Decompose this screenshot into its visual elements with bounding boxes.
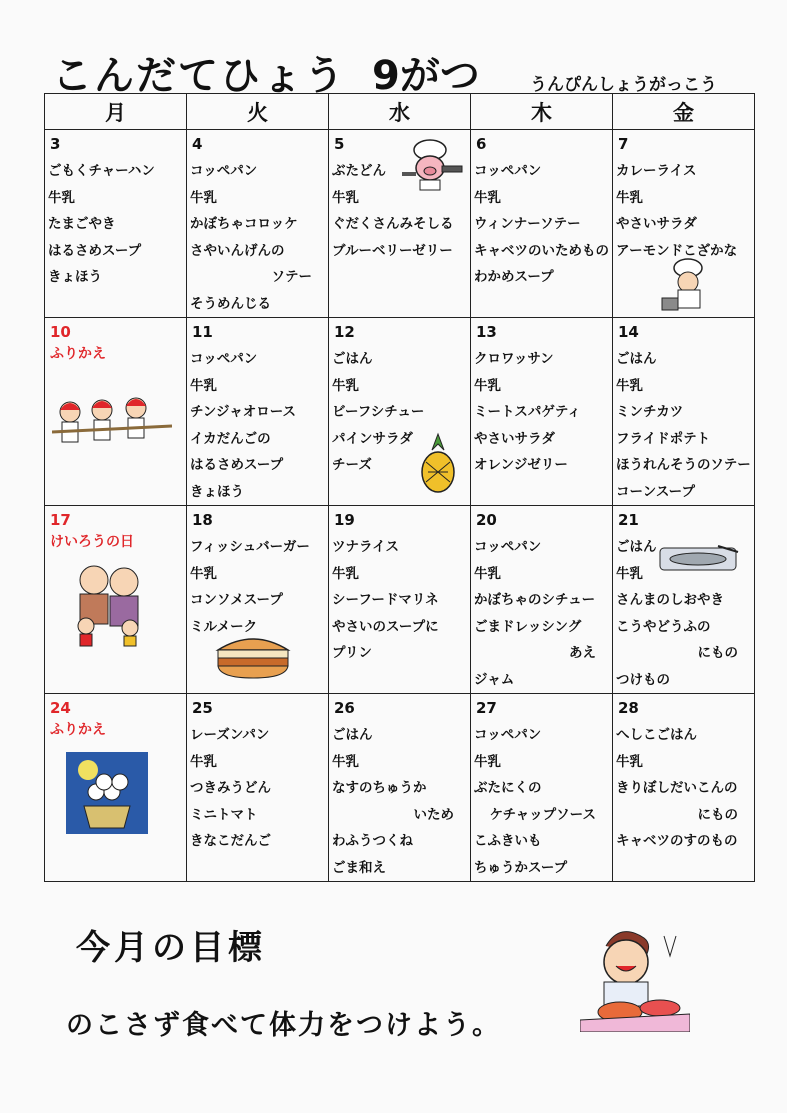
menu-item: 牛乳 bbox=[190, 377, 217, 394]
day-cell bbox=[45, 130, 187, 318]
menu-item: ちゅうかスープ bbox=[474, 859, 568, 876]
menu-item: イカだんごの bbox=[190, 430, 271, 447]
menu-item: チーズ bbox=[332, 457, 372, 473]
menu-item: かぼちゃコロッケ bbox=[190, 216, 298, 232]
menu-item: ジャム bbox=[474, 671, 515, 688]
day-number: 12 bbox=[334, 323, 355, 341]
menu-item: フライドポテト bbox=[616, 430, 711, 447]
weekday-header-row bbox=[45, 94, 755, 130]
menu-item: ミルメーク bbox=[190, 618, 258, 635]
menu-list bbox=[474, 158, 612, 291]
goal-text: のこさず食べて体力をつけよう。 bbox=[66, 1010, 501, 1041]
day-number: 24 bbox=[50, 699, 71, 717]
menu-item: 牛乳 bbox=[616, 753, 643, 770]
menu-item: 牛乳 bbox=[616, 377, 643, 394]
tug-of-war-illustration bbox=[52, 392, 172, 454]
day-cell bbox=[613, 694, 755, 882]
menu-item: ごはん bbox=[616, 351, 657, 367]
menu-item: そうめんじる bbox=[190, 295, 271, 312]
menu-item: 牛乳 bbox=[332, 565, 359, 582]
menu-list bbox=[616, 346, 754, 505]
weekday-thu: 木 bbox=[471, 94, 613, 130]
menu-item: 牛乳 bbox=[616, 189, 643, 206]
menu-item: にもの bbox=[697, 645, 738, 661]
menu-item: 牛乳 bbox=[332, 377, 359, 394]
menu-item: ソテー bbox=[271, 269, 312, 285]
day-number: 3 bbox=[50, 135, 61, 153]
menu-item: シーフードマリネ bbox=[332, 592, 439, 608]
day-note: けいろうの日 bbox=[50, 534, 134, 550]
menu-list bbox=[190, 158, 328, 317]
menu-item: コーンスープ bbox=[616, 483, 695, 500]
day-note: ふりかえ bbox=[50, 722, 106, 738]
menu-item: なすのちゅうか bbox=[332, 780, 427, 796]
day-number: 17 bbox=[50, 511, 71, 529]
day-number: 20 bbox=[476, 511, 497, 529]
menu-item: 牛乳 bbox=[474, 753, 501, 770]
day-number: 4 bbox=[192, 135, 203, 153]
menu-item: たまごやき bbox=[48, 216, 116, 232]
day-number: 28 bbox=[618, 699, 639, 717]
day-cell bbox=[471, 506, 613, 694]
day-cell bbox=[187, 130, 329, 318]
menu-item: コンソメスープ bbox=[190, 592, 283, 608]
menu-item: 牛乳 bbox=[190, 565, 217, 582]
menu-item: きょほう bbox=[48, 269, 102, 285]
menu-item: こうやどうふの bbox=[616, 618, 711, 635]
menu-calendar bbox=[44, 93, 755, 882]
menu-item: 牛乳 bbox=[474, 189, 501, 206]
menu-item: コッペパン bbox=[190, 351, 258, 367]
menu-item: わかめスープ bbox=[474, 269, 554, 285]
day-number: 13 bbox=[476, 323, 497, 341]
pig-chef-illustration bbox=[398, 136, 466, 192]
menu-item: カレーライス bbox=[616, 163, 697, 179]
menu-item: フィッシュバーガー bbox=[190, 539, 310, 555]
day-number: 6 bbox=[476, 135, 487, 153]
menu-item: あえ bbox=[569, 645, 596, 661]
menu-list bbox=[616, 158, 754, 264]
menu-item: ミートスパゲティ bbox=[474, 404, 581, 420]
week-row bbox=[45, 506, 755, 694]
menu-item: ごはん bbox=[332, 351, 373, 367]
menu-item: やさいサラダ bbox=[616, 216, 697, 232]
menu-list bbox=[190, 346, 328, 505]
menu-item: さやいんげんの bbox=[190, 242, 285, 259]
child-eating-illustration bbox=[580, 916, 690, 1032]
menu-item: いため bbox=[413, 806, 454, 823]
menu-item: こふきいも bbox=[474, 833, 542, 849]
day-number: 18 bbox=[192, 511, 213, 529]
menu-item: コッペパン bbox=[474, 163, 542, 179]
page-title: こんだてひょう bbox=[52, 53, 346, 99]
menu-item: ごはん bbox=[616, 539, 657, 555]
menu-item: わふうつくね bbox=[332, 833, 413, 849]
menu-item: ウィンナーソテー bbox=[474, 216, 581, 232]
menu-item: 牛乳 bbox=[48, 189, 75, 206]
week-row bbox=[45, 694, 755, 882]
menu-list bbox=[474, 722, 612, 881]
day-number: 26 bbox=[334, 699, 355, 717]
day-number: 27 bbox=[476, 699, 497, 717]
menu-item: やさいのスープに bbox=[332, 618, 439, 635]
menu-item: ミニトマト bbox=[190, 806, 258, 823]
menu-list bbox=[474, 534, 612, 693]
menu-item: レーズンパン bbox=[190, 727, 270, 743]
menu-item: キャベツのいためもの bbox=[474, 242, 609, 259]
day-cell bbox=[471, 130, 613, 318]
menu-list bbox=[190, 534, 328, 640]
menu-item: クロワッサン bbox=[474, 351, 554, 367]
day-number: 19 bbox=[334, 511, 355, 529]
menu-item: きりぼしだいこんの bbox=[616, 780, 738, 796]
weekday-fri: 金 bbox=[613, 94, 755, 130]
menu-item: コッペパン bbox=[474, 539, 542, 555]
menu-item: 牛乳 bbox=[332, 753, 359, 770]
menu-list bbox=[332, 534, 470, 667]
menu-item: きょほう bbox=[190, 483, 244, 500]
menu-item: プリン bbox=[332, 645, 372, 661]
menu-item: きなこだんご bbox=[190, 833, 271, 849]
menu-item: へしこごはん bbox=[616, 727, 697, 743]
menu-list bbox=[190, 722, 328, 855]
day-cell bbox=[329, 694, 471, 882]
menu-item: ブルーベリーゼリー bbox=[332, 242, 453, 259]
weekday-wed: 水 bbox=[329, 94, 471, 130]
menu-item: パインサラダ bbox=[332, 430, 413, 447]
day-cell bbox=[187, 318, 329, 506]
menu-list bbox=[332, 722, 470, 881]
moon-dango-illustration bbox=[66, 752, 148, 834]
menu-item: 牛乳 bbox=[474, 377, 501, 394]
menu-item: アーモンドこざかな bbox=[616, 242, 738, 259]
day-cell bbox=[187, 694, 329, 882]
menu-item: はるさめスープ bbox=[48, 242, 142, 259]
menu-item: ごもくチャーハン bbox=[48, 163, 155, 179]
day-cell bbox=[613, 506, 755, 694]
menu-item: にもの bbox=[697, 806, 738, 823]
menu-item: コッペパン bbox=[190, 163, 258, 179]
day-number: 7 bbox=[618, 135, 629, 153]
menu-item: はるさめスープ bbox=[190, 457, 284, 473]
menu-item: ごま和え bbox=[332, 859, 386, 876]
menu-item: やさいサラダ bbox=[474, 430, 555, 447]
burger-illustration bbox=[214, 628, 292, 680]
menu-item: ケチャップソース bbox=[489, 806, 596, 823]
weekday-mon: 月 bbox=[45, 94, 187, 130]
menu-item: つけもの bbox=[616, 671, 670, 688]
menu-item: コッペパン bbox=[474, 727, 542, 743]
menu-item: ぶたどん bbox=[332, 163, 386, 179]
day-number: 25 bbox=[192, 699, 213, 717]
day-number: 10 bbox=[50, 323, 71, 341]
menu-item: チンジャオロース bbox=[190, 404, 297, 420]
day-number: 14 bbox=[618, 323, 639, 341]
day-number: 11 bbox=[192, 323, 213, 341]
menu-item: かぼちゃのシチュー bbox=[474, 592, 596, 608]
fish-dish-illustration bbox=[658, 544, 740, 574]
weekday-tue: 火 bbox=[187, 94, 329, 130]
menu-item: ビーフシチュー bbox=[332, 404, 425, 420]
menu-item: ぶたにくの bbox=[474, 780, 542, 796]
grandparents-illustration bbox=[68, 558, 148, 648]
day-cell bbox=[471, 318, 613, 506]
school-name: うんぴんしょうがっこう bbox=[530, 75, 717, 95]
menu-list bbox=[474, 346, 612, 479]
day-note: ふりかえ bbox=[50, 346, 106, 362]
menu-list bbox=[48, 158, 186, 291]
menu-item: 牛乳 bbox=[332, 189, 359, 206]
menu-item: ツナライス bbox=[332, 539, 399, 555]
day-number: 5 bbox=[334, 135, 345, 153]
menu-item: ごはん bbox=[332, 727, 373, 743]
pineapple-illustration bbox=[418, 432, 458, 494]
cook-illustration bbox=[658, 256, 718, 314]
menu-item: オレンジゼリー bbox=[474, 457, 568, 473]
menu-item: 牛乳 bbox=[190, 753, 217, 770]
menu-item: つきみうどん bbox=[190, 780, 271, 796]
menu-item: ぐだくさんみそしる bbox=[332, 216, 454, 232]
menu-item: キャベツのすのもの bbox=[616, 833, 738, 849]
day-cell bbox=[329, 506, 471, 694]
day-number: 21 bbox=[618, 511, 639, 529]
day-cell bbox=[613, 318, 755, 506]
menu-item: 牛乳 bbox=[474, 565, 501, 582]
day-cell bbox=[471, 694, 613, 882]
menu-item: ほうれんそうのソテー bbox=[616, 457, 751, 473]
menu-list bbox=[616, 722, 754, 855]
goal-title: 今月の目標 bbox=[76, 928, 266, 968]
menu-item: 牛乳 bbox=[190, 189, 217, 206]
menu-item: 牛乳 bbox=[616, 565, 643, 582]
menu-item: さんまのしおやき bbox=[616, 592, 724, 608]
month-label: 9がつ bbox=[372, 53, 480, 99]
menu-item: ごまドレッシング bbox=[474, 618, 582, 635]
menu-item: ミンチカツ bbox=[616, 404, 684, 420]
